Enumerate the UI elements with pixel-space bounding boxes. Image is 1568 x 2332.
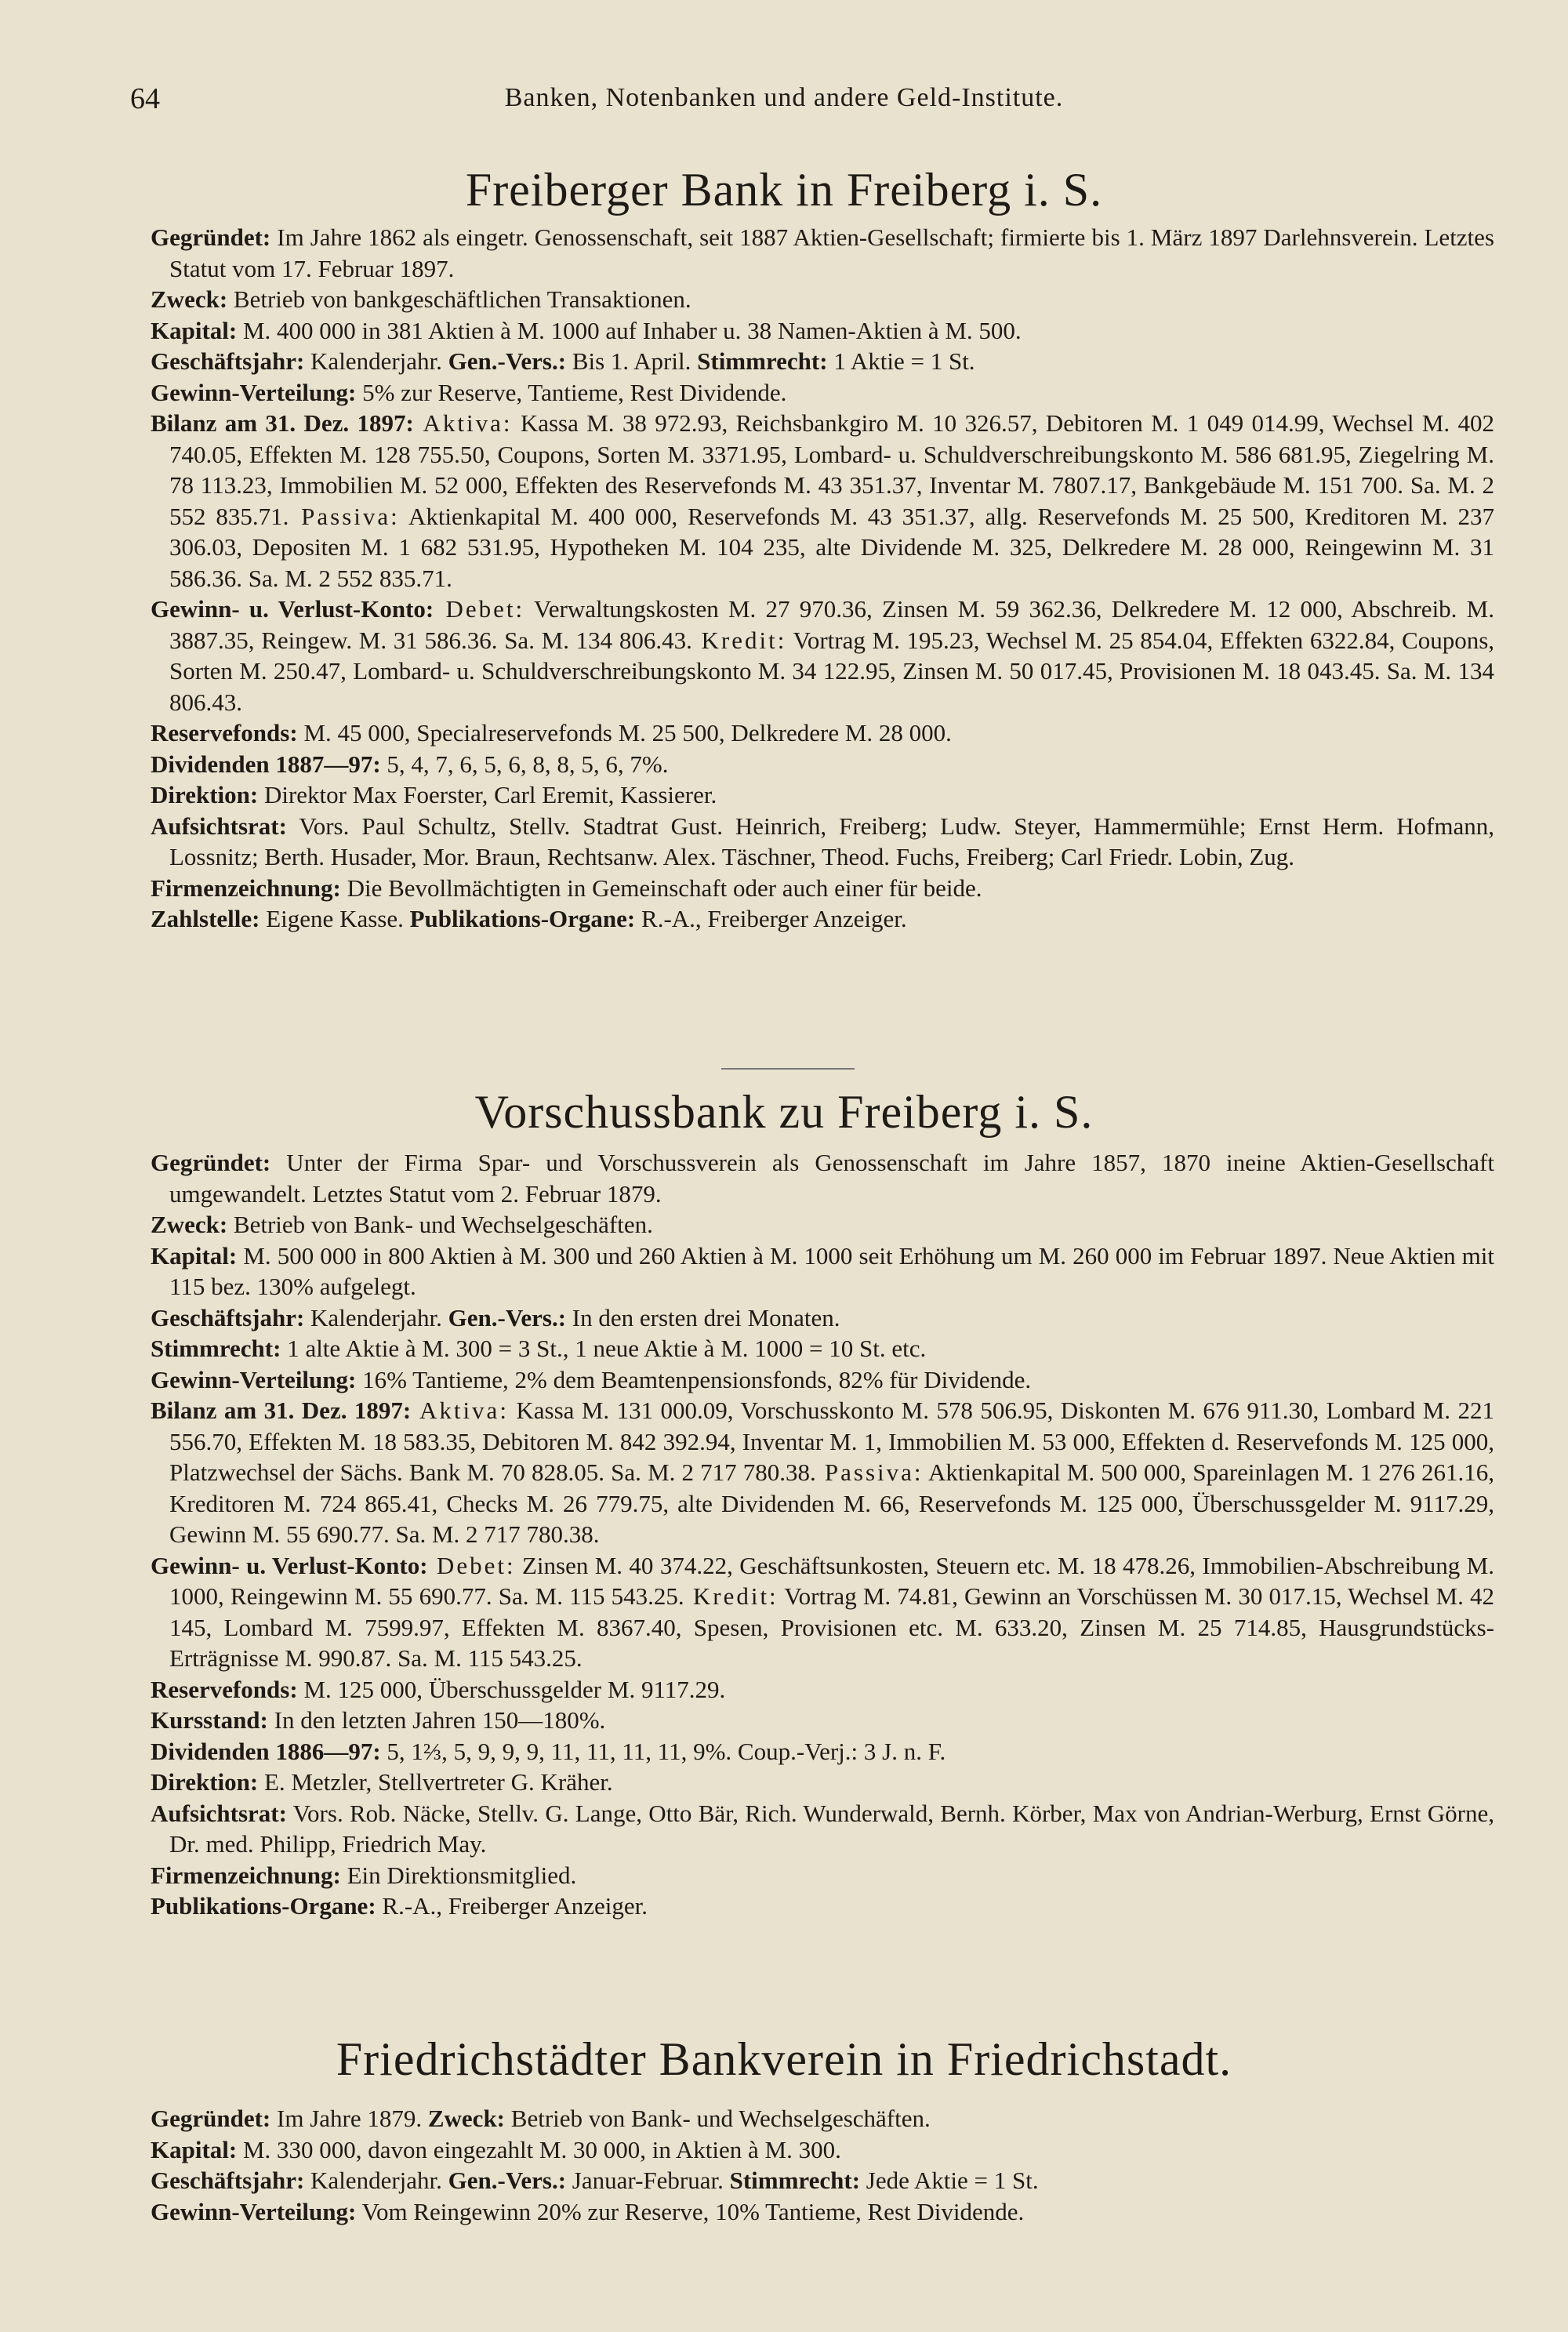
- entry: [151, 1333, 1494, 1364]
- entry-label: Gewinn-Verteilung:: [151, 2197, 357, 2225]
- section-divider: [721, 1068, 855, 1070]
- entry-label: Gen.-Vers.:: [448, 1303, 567, 1331]
- entry-text: Vors. Paul Schultz, Stellv. Stadtrat Gust. Heinrich, Freiberg; Ludw. Steyer, Hammermühle; Ernst Herm. Hofmann, Lossnitz; Berth. Husader, Mor. Braun, Rechtsanw. Alex. Täschner, Theod. Fuchs, Freiberg; Carl Friedr. Lobin, Zug.: [169, 812, 1494, 870]
- entry-label: Direktion:: [151, 1768, 259, 1796]
- entry-label: Zweck:: [427, 2105, 506, 2132]
- running-title: Banken, Notenbanken und andere Geld-Institute.: [504, 83, 1064, 112]
- entry-text: Januar-Februar.: [566, 2167, 730, 2194]
- entry-label: Gegründet:: [151, 1149, 271, 1176]
- entry-text: Vortrag M. 74.81, Gewinn an Vorschüssen M. 30 017.15, Wechsel M. 42 145, Lombard M. 7599.97, Effekten M. 8367.40, Spesen, Provisionen etc. M. 633.20, Zinsen M. 25 714.85, Hausgrundstücks-Erträgnisse M. 990.87. Sa. M. 115 543.25.: [169, 1582, 1494, 1672]
- entry-text: Die Bevollmächtigten in Gemeinschaft oder auch einer für beide.: [340, 874, 982, 902]
- entry-text: Eigene Kasse.: [260, 905, 410, 932]
- page-number: 64: [130, 82, 160, 115]
- section-title: Freiberger Bank in Freiberg i. S.: [465, 164, 1103, 216]
- entry: [151, 1891, 1494, 1922]
- entry: [151, 408, 1494, 594]
- entry: [151, 1674, 1494, 1705]
- entry: [151, 377, 1494, 409]
- entry-text: Im Jahre 1862 als eingetr. Genossenschaft, seit 1887 Aktien-Gesellschaft; firmierte bis 1. März 1897 Darlehnsverein. Letztes Statut vom 17. Februar 1897.: [169, 223, 1494, 282]
- entry-text: In den ersten drei Monaten.: [566, 1303, 840, 1331]
- entry: [151, 1209, 1494, 1240]
- entry-label: Stimmrecht:: [697, 347, 828, 375]
- entry-sublabel: Kredit:: [691, 626, 787, 654]
- entry-text: Aktienkapital M. 400 000, Reservefonds M. 43 351.37, allg. Reservefonds M. 25 500, Kreditoren M. 237 306.03, Depositen M. 1 682 531.95, Hypotheken M. 104 235, alte Dividende M. 325, Delkredere M. 28 000, Reingewinn M. 31 586.36. Sa. M. 2 552 835.71.: [169, 502, 1494, 592]
- entry-label: Gewinn- u. Verlust-Konto:: [151, 595, 434, 623]
- entry-text: Jede Aktie = 1 St.: [860, 2167, 1039, 2194]
- section-body: [151, 1147, 1494, 1922]
- entry: [151, 811, 1494, 873]
- entry-text: R.-A., Freiberger Anzeiger.: [635, 905, 907, 932]
- section-body: [151, 2103, 1494, 2227]
- entry-text: 5, 4, 7, 6, 5, 6, 8, 8, 5, 6, 7%.: [380, 750, 669, 778]
- entry-text: Im Jahre 1879.: [270, 2105, 428, 2132]
- entry-label: Kursstand:: [151, 1706, 268, 1734]
- entry-text: Vors. Rob. Näcke, Stellv. G. Lange, Otto Bär, Rich. Wunderwald, Bernh. Körber, Max von Andrian-Werburg, Ernst Görne, Dr. med. Philipp, Friedrich May.: [169, 1799, 1494, 1858]
- entry: [151, 717, 1494, 749]
- entry: [151, 1860, 1494, 1891]
- entry-label: Gegründet:: [151, 2105, 271, 2132]
- entry: [151, 1767, 1494, 1798]
- section-title: Vorschussbank zu Freiberg i. S.: [474, 1086, 1094, 1138]
- entry: [151, 315, 1494, 347]
- entry-label: Gen.-Vers.:: [448, 2167, 567, 2194]
- entry: [151, 1798, 1494, 1860]
- entry-label: Zweck:: [151, 285, 228, 313]
- entry-text: Bis 1. April.: [566, 347, 698, 375]
- entry-text: Vortrag M. 195.23, Wechsel M. 25 854.04, Effekten 6322.84, Coupons, Sorten M. 250.47, Lombard- u. Schuldverschreibungskonto M. 34 122.95, Zinsen M. 50 017.45, Provisionen M. 18 043.45. Sa. M. 134 806.43.: [169, 626, 1495, 716]
- entry-label: Gegründet:: [151, 223, 271, 251]
- entry-sublabel: Kredit:: [684, 1582, 779, 1610]
- entry-text: M. 330 000, davon eingezahlt M. 30 000, in Aktien à M. 300.: [237, 2135, 841, 2163]
- entry-text: Unter der Firma Spar- und Vorschussverein als Genossenschaft im Jahre 1857, 1870 ineine Aktien-Gesellschaft umgewandelt. Letztes Statut vom 2. Februar 1879.: [169, 1149, 1494, 1208]
- entry-sublabel: Aktiva:: [413, 409, 513, 437]
- entry-label: Kapital:: [151, 2135, 238, 2163]
- entry-text: M. 45 000, Specialreservefonds M. 25 500, Delkredere M. 28 000.: [297, 719, 952, 746]
- entry-label: Zweck:: [151, 1211, 228, 1238]
- entry-label: Gewinn-Verteilung:: [151, 378, 357, 406]
- section-vorschussbank: [0, 1085, 1568, 1139]
- entry-text: M. 125 000, Überschussgelder M. 9117.29.: [297, 1675, 726, 1703]
- entry: [151, 1364, 1494, 1396]
- entry: [151, 749, 1494, 780]
- entry-text: 5, 1⅔, 5, 9, 9, 9, 11, 11, 11, 11, 9%. Coup.-Verj.: 3 J. n. F.: [380, 1737, 946, 1765]
- entry: [151, 346, 1494, 377]
- entry-text: Betrieb von Bank- und Wechselgeschäften.: [505, 2105, 931, 2132]
- entry-label: Publikations-Organe:: [409, 905, 636, 932]
- entry-text: Kalenderjahr.: [304, 347, 448, 375]
- entry-label: Kapital:: [151, 316, 238, 344]
- entry: [151, 2165, 1494, 2196]
- entry-label: Bilanz am 31. Dez. 1897:: [151, 409, 414, 437]
- entry-sublabel: Aktiva:: [411, 1397, 509, 1424]
- entry-label: Bilanz am 31. Dez. 1897:: [151, 1397, 412, 1424]
- entry-label: Zahlstelle:: [151, 905, 260, 932]
- entry-text: E. Metzler, Stellvertreter G. Kräher.: [258, 1768, 613, 1796]
- page-header: [0, 82, 1568, 129]
- entry-text: 5% zur Reserve, Tantieme, Rest Dividende.: [356, 378, 787, 406]
- entry-label: Kapital:: [151, 1241, 238, 1270]
- entry: [151, 1736, 1494, 1767]
- entry-text: M. 500 000 in 800 Aktien à M. 300 und 260 Aktien à M. 1000 seit Erhöhung um M. 260 000 im Februar 1897. Neue Aktien mit 115 bez. 130% aufgelegt.: [169, 1241, 1494, 1300]
- entry-label: Geschäftsjahr:: [151, 1303, 305, 1331]
- entry-sublabel: Passiva:: [815, 1458, 924, 1486]
- entry-text: Kassa M. 38 972.93, Reichsbankgiro M. 10 326.57, Debitoren M. 1 049 014.99, Wechsel M. 402 740.05, Effekten M. 128 755.50, Coupons, Sorten M. 3371.95, Lombard- u. Schuldverschreibungskonto M. 586 681.95, Ziegelring M. 78 113.23, Immobilien M. 52 000, Effekten des Reservefonds M. 43 351.37, Inventar M. 7807.17, Bankgebäude M. 151 700. Sa. M. 2 552 835.71.: [169, 409, 1494, 530]
- entry-sublabel: Debet:: [434, 595, 525, 623]
- entry-text: Kalenderjahr.: [304, 1303, 448, 1331]
- entry-text: R.-A., Freiberger Anzeiger.: [376, 1892, 648, 1920]
- entry-label: Direktion:: [151, 781, 259, 808]
- entry-text: Ein Direktionsmitglied.: [340, 1861, 577, 1889]
- entry-label: Geschäftsjahr:: [151, 347, 305, 375]
- entry-label: Stimmrecht:: [151, 1335, 281, 1362]
- entry-label: Gewinn- u. Verlust-Konto:: [151, 1551, 428, 1579]
- entry: [151, 2103, 1494, 2134]
- section-friedrichstaedter-bankverein: [0, 2032, 1568, 2087]
- entry-text: Vom Reingewinn 20% zur Reserve, 10% Tantieme, Rest Dividende.: [356, 2197, 1025, 2225]
- entry-text: Betrieb von bankgeschäftlichen Transaktionen.: [227, 285, 691, 313]
- entry-label: Aufsichtsrat:: [151, 1799, 287, 1827]
- entry: [151, 1147, 1494, 1209]
- entry: [151, 779, 1494, 811]
- entry: [151, 1240, 1494, 1302]
- entry-text: Betrieb von Bank- und Wechselgeschäften.: [227, 1211, 653, 1238]
- entry-label: Reservefonds:: [151, 719, 298, 746]
- entry-text: 16% Tantieme, 2% dem Beamtenpensionsfonds, 82% für Dividende.: [356, 1365, 1032, 1393]
- entry-text: M. 400 000 in 381 Aktien à M. 1000 auf Inhaber u. 38 Namen-Aktien à M. 500.: [237, 316, 1022, 344]
- entry-label: Reservefonds:: [151, 1675, 298, 1703]
- entry-text: Direktor Max Foerster, Carl Eremit, Kassierer.: [258, 781, 717, 808]
- entry-sublabel: Debet:: [427, 1551, 516, 1579]
- entry-text: Kassa M. 131 000.09, Vorschusskonto M. 578 506.95, Diskonten M. 676 911.30, Lombard M. 221 556.70, Effekten M. 18 583.35, Debitoren M. 842 392.94, Inventar M. 1, Immobilien M. 53 000, Effekten d. Reservefonds M. 125 000, Platzwechsel der Sächs. Bank M. 70 828.05. Sa. M. 2 717 780.38.: [169, 1397, 1494, 1486]
- section-freiberger-bank: [0, 163, 1568, 217]
- section-title: Friedrichstädter Bankverein in Friedrichstadt.: [336, 2033, 1232, 2085]
- entry-sublabel: Passiva:: [289, 502, 400, 530]
- entry-text: Aktienkapital M. 500 000, Spareinlagen M. 1 276 261.16, Kreditoren M. 724 865.41, Checks M. 26 779.75, alte Dividenden M. 66, Reservefonds M. 125 000, Überschussgelder M. 9117.29, Gewinn M. 55 690.77. Sa. M. 2 717 780.38.: [169, 1458, 1494, 1548]
- entry-label: Gewinn-Verteilung:: [151, 1365, 357, 1393]
- entry-label: Firmenzeichnung:: [151, 874, 341, 902]
- entry-text: Kalenderjahr.: [304, 2167, 448, 2194]
- entry-text: 1 Aktie = 1 St.: [827, 347, 975, 375]
- entry-label: Dividenden 1887—97:: [151, 750, 381, 778]
- entry-text: In den letzten Jahren 150—180%.: [267, 1706, 606, 1734]
- entry: [151, 1705, 1494, 1736]
- entry-label: Aufsichtsrat:: [151, 812, 287, 840]
- entry: [151, 2134, 1494, 2166]
- entry: [151, 873, 1494, 904]
- entry-label: Gen.-Vers.:: [448, 347, 567, 375]
- entry: [151, 1302, 1494, 1334]
- entry: [151, 222, 1494, 284]
- entry: [151, 1395, 1494, 1550]
- entry-label: Geschäftsjahr:: [151, 2167, 305, 2194]
- entry: [151, 1550, 1494, 1674]
- entry: [151, 2196, 1494, 2228]
- entry: [151, 594, 1494, 717]
- entry-label: Dividenden 1886—97:: [151, 1737, 381, 1765]
- entry-label: Firmenzeichnung:: [151, 1861, 341, 1889]
- entry-label: Publikations-Organe:: [151, 1892, 376, 1920]
- entry-text: 1 alte Aktie à M. 300 = 3 St., 1 neue Aktie à M. 1000 = 10 St. etc.: [281, 1335, 927, 1362]
- entry-label: Stimmrecht:: [729, 2167, 861, 2194]
- entry: [151, 284, 1494, 315]
- entry: [151, 903, 1494, 935]
- entry-text: Verwaltungskosten M. 27 970.36, Zinsen M. 59 362.36, Delkredere M. 12 000, Abschreib. M. 3887.35, Reingew. M. 31 586.36. Sa. M. 134 806.43.: [169, 595, 1494, 654]
- section-body: [151, 222, 1494, 935]
- entry-text: Zinsen M. 40 374.22, Geschäftsunkosten, Steuern etc. M. 18 478.26, Immobilien-Abschreibung M. 1000, Reingewinn M. 55 690.77. Sa. M. 115 543.25.: [169, 1551, 1494, 1610]
